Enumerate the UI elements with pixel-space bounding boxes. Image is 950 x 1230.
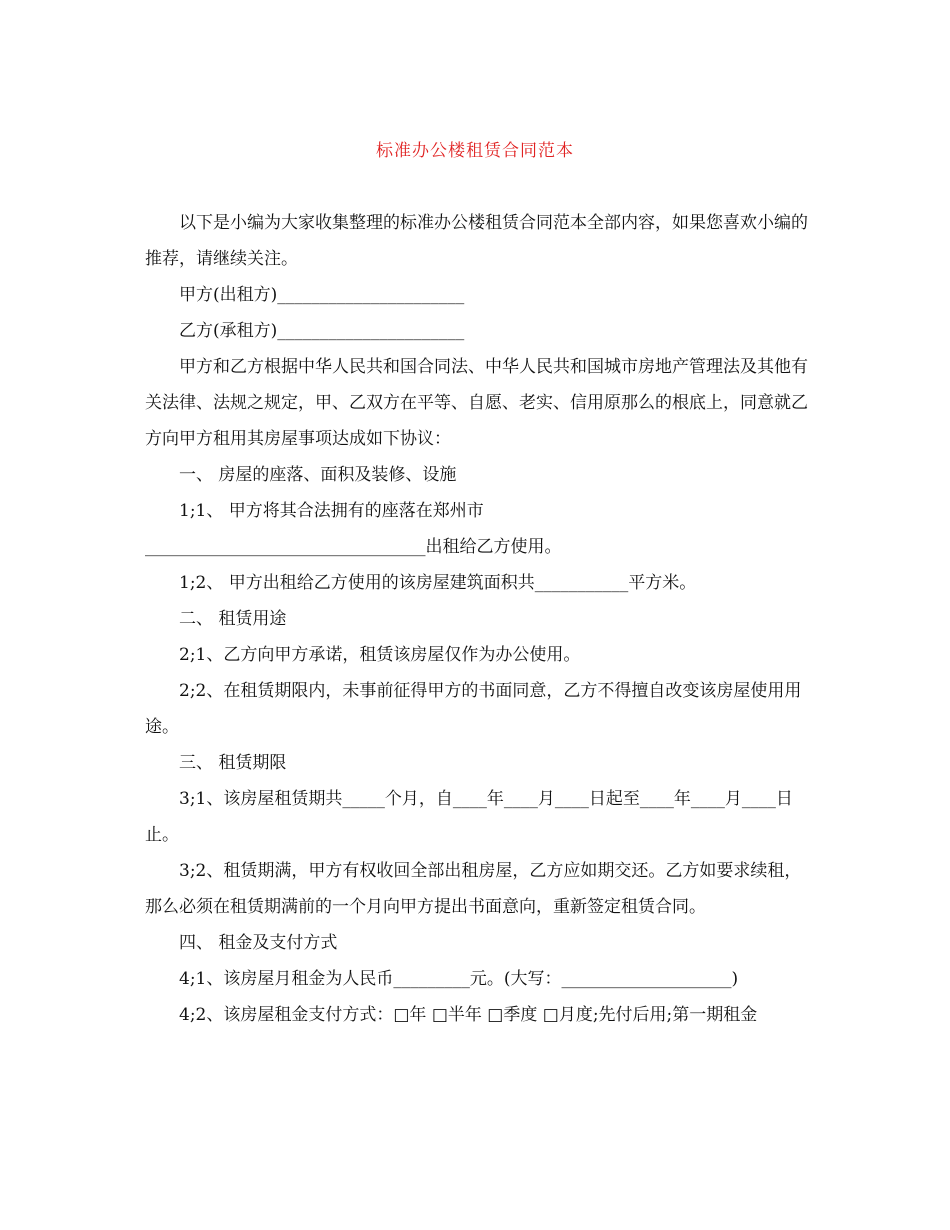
clause-3-1: 3;1、该房屋租赁期共_____个月，自____年____月____日起至____年____月____日止。: [145, 789, 793, 845]
section-heading-1: 一、 房屋的座落、面积及装修、设施: [179, 465, 457, 485]
preamble-paragraph: 甲方和乙方根据中华人民共和国合同法、中华人民共和国城市房地产管理法及其他有关法律、法规之规定，甲、乙双方在平等、自愿、老实、信用原那么的根底上，同意就乙方向甲方租用其房屋事项达成如下协议：: [145, 357, 808, 449]
clause-1-1: 1;1、 甲方将其合法拥有的座落在郑州市: [179, 501, 484, 521]
section-heading-4: 四、 租金及支付方式: [179, 933, 338, 953]
section-heading-2: 二、 租赁用途: [179, 609, 287, 629]
section-heading-3: 三、 租赁期限: [179, 753, 287, 773]
clause-2-1: 2;1、乙方向甲方承诺，租赁该房屋仅作为办公使用。: [179, 645, 581, 665]
clause-1-1-continued: _________________________________出租给乙方使用。: [145, 537, 562, 557]
clause-2-2: 2;2、在租赁期限内，未事前征得甲方的书面同意，乙方不得擅自改变该房屋使用用途。: [145, 681, 802, 737]
clause-3-2: 3;2、租赁期满，甲方有权收回全部出租房屋，乙方应如期交还。乙方如要求续租，那么必须在租赁期满前的一个月向甲方提出书面意向，重新签定租赁合同。: [145, 861, 802, 917]
intro-paragraph: 以下是小编为大家收集整理的标准办公楼租赁合同范本全部内容，如果您喜欢小编的推荐，请继续关注。: [145, 213, 808, 269]
party-b-line: 乙方(承租方)______________________: [179, 321, 465, 341]
document-title: 标准办公楼租赁合同范本: [376, 141, 574, 161]
document-body: [145, 205, 810, 1033]
party-a-line: 甲方(出租方)______________________: [179, 285, 465, 305]
clause-4-2: 4;2、该房屋租金支付方式：□年 □半年 □季度 □月度;先付后用;第一期租金: [179, 1005, 758, 1025]
clause-1-2: 1;2、 甲方出租给乙方使用的该房屋建筑面积共___________平方米。: [179, 573, 697, 593]
clause-4-1: 4;1、该房屋月租金为人民币_________元。(大写：____________________): [179, 969, 739, 989]
